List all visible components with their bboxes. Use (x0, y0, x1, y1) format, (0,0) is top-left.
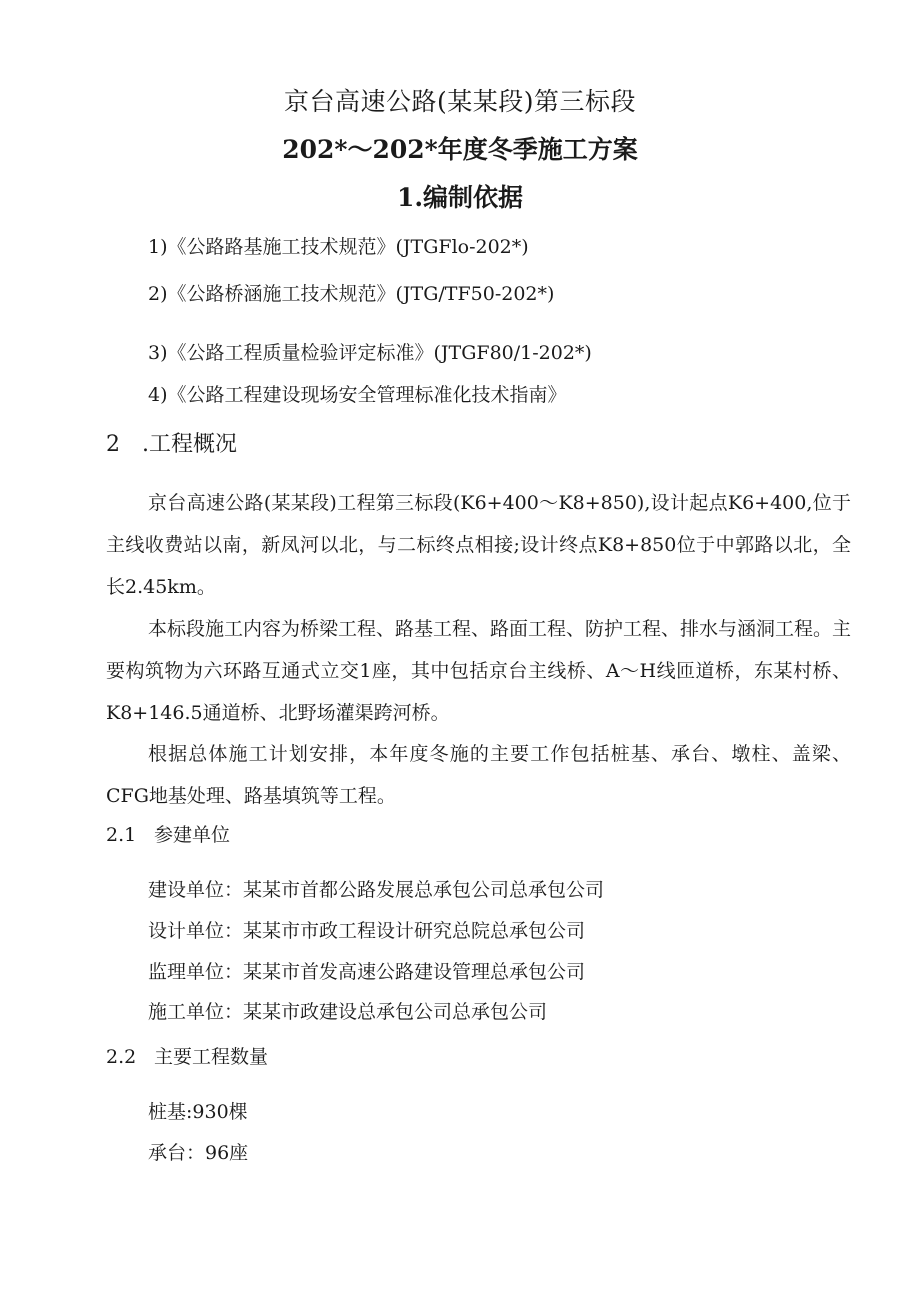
unit-item-construction: 建设单位：某某市首都公路发展总承包公司总承包公司 (148, 879, 605, 901)
reference-item-4: 4)《公路工程建设现场安全管理标准化技术指南》 (148, 384, 567, 406)
section-title: 参建单位 (154, 824, 231, 846)
quantity-item-caps: 承台：96座 (148, 1142, 249, 1164)
section-2-2-heading (106, 1042, 268, 1069)
reference-item-3: 3)《公路工程质量检验评定标准》(JTGF80/1-202*) (148, 342, 592, 364)
paragraph-scope: 本标段施工内容为桥梁工程、路基工程、路面工程、防护工程、排水与涵洞工程。主要构筑物为六环路互通式立交1座，其中包括京台主线桥、A～H线匝道桥，东某村桥、K8+146.5通道桥、北野场灌渠跨河桥。 (106, 618, 852, 724)
section-2-1-heading (106, 820, 230, 847)
document-title: 京台高速公路(某某段)第三标段 (283, 87, 636, 116)
unit-item-design: 设计单位：某某市市政工程设计研究总院总承包公司 (148, 920, 586, 942)
quantity-item-piles: 桩基:930棵 (148, 1101, 248, 1123)
section-number: 2.2 (106, 1046, 137, 1068)
reference-item-1: 1)《公路路基施工技术规范》(JTGFlo-202*) (148, 236, 529, 258)
document-subtitle: 202*～202*年度冬季施工方案 (282, 135, 638, 164)
unit-item-contractor: 施工单位：某某市政建设总承包公司总承包公司 (148, 1001, 548, 1023)
section-1-heading: 1.编制依据 (396, 183, 524, 212)
paragraph-overview: 京台高速公路(某某段)工程第三标段(K6+400～K8+850),设计起点K6+400,位于主线收费站以南，新凤河以北，与二标终点相接;设计终点K8+850位于中郭路以北，全长2.45km。 (106, 492, 851, 598)
section-2-heading: 2 .工程概况 (106, 432, 237, 457)
section-title: 主要工程数量 (154, 1046, 269, 1068)
unit-item-supervision: 监理单位：某某市首发高速公路建设管理总承包公司 (148, 961, 586, 983)
reference-item-2: 2)《公路桥涵施工技术规范》(JTG/TF50-202*) (148, 283, 555, 305)
section-number: 2.1 (106, 824, 137, 846)
paragraph-winter-work: 根据总体施工计划安排，本年度冬施的主要工作包括桩基、承台、墩柱、盖梁、CFG地基处理、路基填筑等工程。 (106, 743, 851, 807)
